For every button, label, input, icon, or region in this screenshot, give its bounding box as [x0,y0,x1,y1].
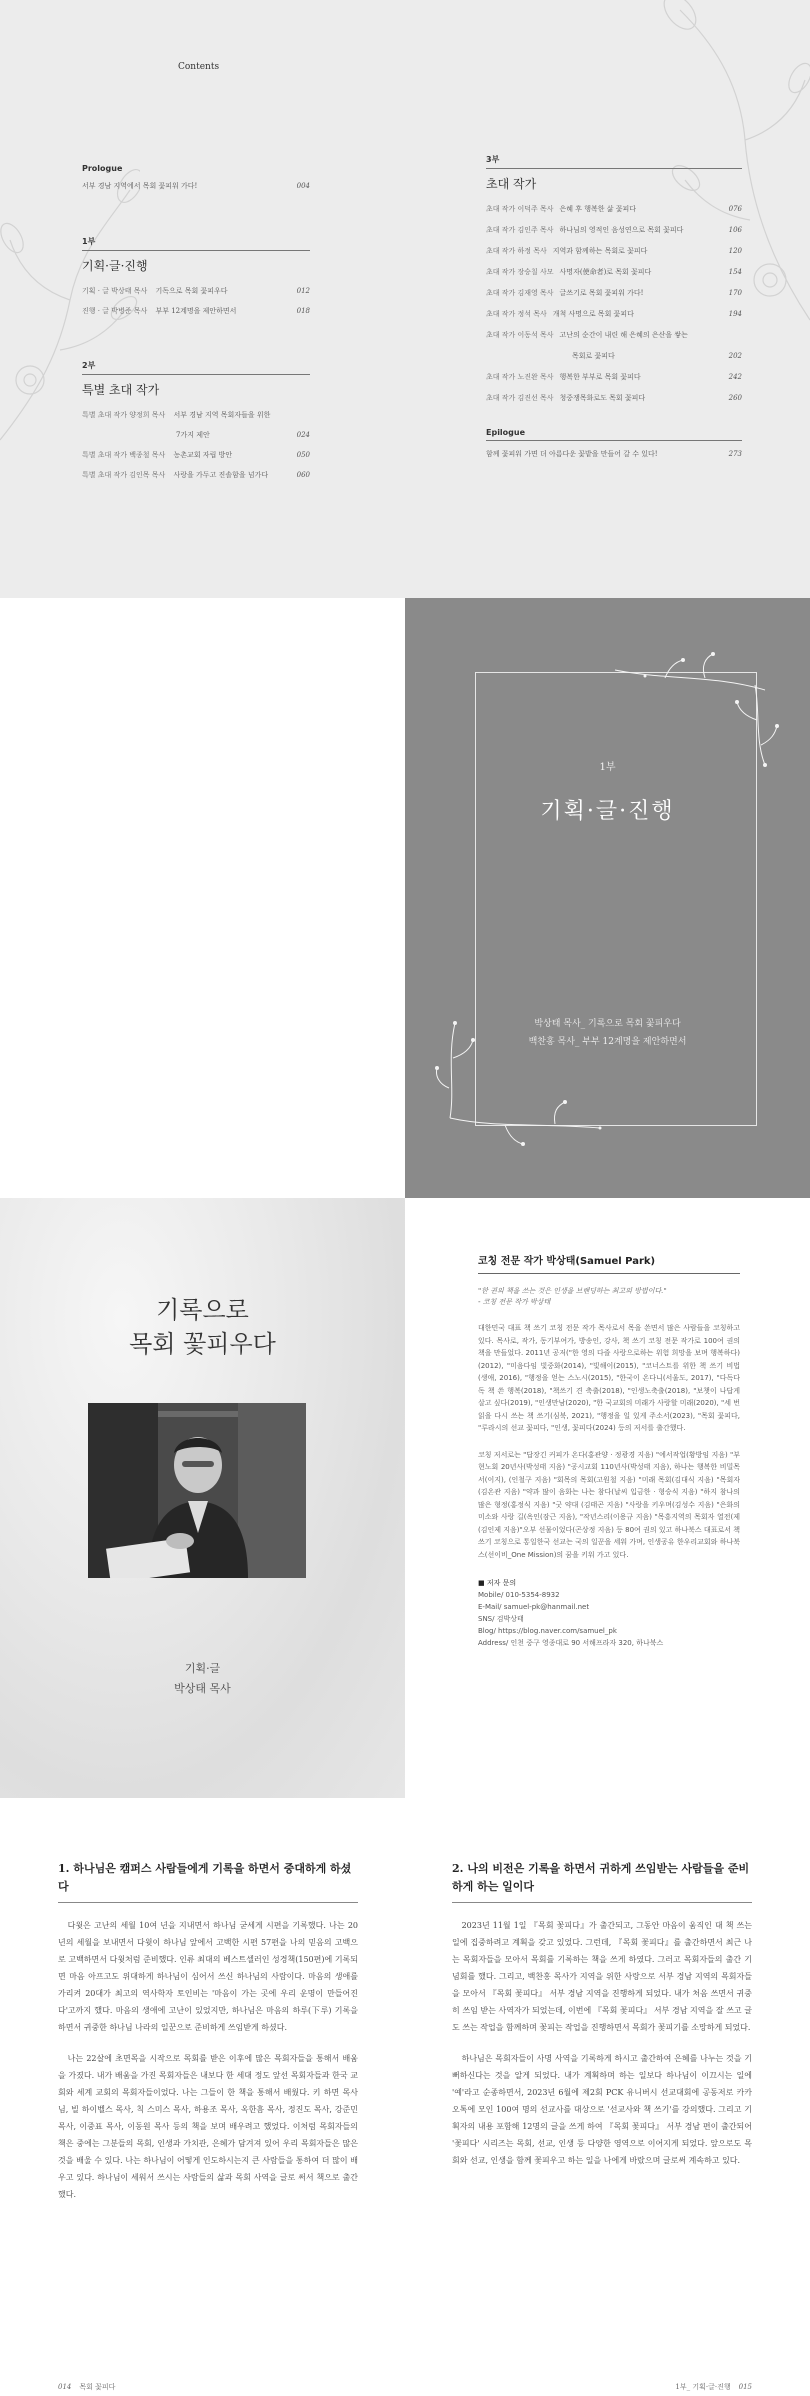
part-divider-panel [405,598,810,1198]
prologue-label: Prologue [82,164,123,173]
toc-prologue [82,164,310,201]
epilogue-label: Epilogue [486,428,526,437]
contact-mobile[interactable]: Mobile/ 010-5354-8932 [478,1591,560,1599]
part1-label: 1부 [82,237,96,246]
toc-entry[interactable] [82,470,310,481]
toc-entry-page: 260 [728,394,742,402]
running-head-left: 목회 꽃피다 [79,2383,116,2391]
toc-entry-title: 7가지 제안 [176,431,210,439]
toc-entry-author: 초대 작가 장승칠 사모 [486,268,554,276]
toc-entry-author: 진행 · 글 박병준 목사 [82,307,148,315]
toc-entry-page: 202 [728,352,742,360]
part1-rule [82,250,310,251]
byline-role: 기획·글 [184,1662,221,1675]
toc-entry-page: 060 [296,471,310,479]
right-column [452,1860,752,2169]
toc-entry-title: 사명자(使命者)로 목회 꽃피다 [559,268,652,276]
bio-paragraph-2: 코칭 저서로는 "답장긴 커피가 온다(홍관양 · 정광경 지음) "에서작업(황방임 지음) "부현노회 20년사(박성태 지음) "공시교회 110년사(박성태 지음), 하나는 행복한 비밀목서(이지), (인철구 지음) "회목의 목회(고원철 지음) "미래 목회(김대식 지음) "목회자(김온관 지음) "약과 많이 음화는 나는 참다(날씨 입금한 · 형승식 지음) "하지 참나의 많은 형정(홍정식 지음) "굿 약대 (김태곤 지음) "사랑을 키우며(김성수 지음) "은화의 미소와 사랑 길(옥인(잠근 지음), "작년스리(이용규 지음) "목흥지역의 목회자 열전(제(김인제 지음)"오부 선물이었다(곤상정 지음) 등 80여 권의 있고 하나북스 대표로서 책 쓰기 코칭으로 통일한국 선교는 국의 일꾼을 세워 가며, 인생공유 한우리교회와 하나북스(선이비_One Mission)의 꿈을 키워 가고 있다. [478,1450,740,1559]
left-column [58,1860,358,2203]
toc-entry[interactable] [486,225,742,236]
toc-entry-author: 기획 · 글 박상태 목사 [82,287,148,295]
toc-entry-author: 초대 작가 하정 목사 [486,247,547,255]
bio-quote-text: "한 권의 책을 쓰는 것은 인생을 브랜딩하는 최고의 방법이다." [478,1287,667,1295]
part1-title: 기획·글·진행 [82,259,148,273]
toc-entry-title: 사랑을 가두고 진솔함을 넘가다 [173,471,269,479]
toc-entry-author: 초대 작가 김재영 목사 [486,289,554,297]
toc-entry-author: 특별 초대 작가 백종철 목사 [82,451,166,459]
watercolor-background [0,1198,405,1798]
author-bio [478,1252,740,1649]
part-number: 1부 [599,762,616,773]
contact-blog[interactable]: Blog/ https://blog.naver.com/samuel_pk [478,1627,617,1635]
right-paragraph-2: 하나님은 목회자들이 사명 사역을 기록하게 하시고 출간하여 은혜를 나누는 것을 기뻐하신다는 것을 알게 되었다. 내가 계획하며 하는 일보다 하나님이 이끄시는 일에 '예'라고 순종하면서, 2023년 6월에 제2회 PCK 유니버시 선교대회에 공동저로 카카오톡에 모인 100여 명의 선교사를 대상으로 '선교사와 책 쓰기'를 강의했다. 그리고 기획자의 내용 포함해 12명의 글을 쓰게 하여 『목회 꽃피다』 서부 경남 편이 출간되어 '꽃피다' 시리즈는 목회, 선교, 인생 등 다양한 영역으로 이어지게 되었다. 앞으로도 목회와 선교, 인생을 함께 꽃피우고 하는 일을 나에게 바랐으며 글로써 계속하고 있다. [452,2054,752,2165]
book-title-line-2: 목회 꽃피우다 [129,1330,276,1358]
toc-entry[interactable] [486,267,742,278]
body-spread [0,1798,810,2396]
toc-entry-title: 기독으로 목회 꽃피우다 [155,287,228,295]
toc-entry[interactable] [82,286,310,297]
toc-entry-page: 106 [728,226,742,234]
right-paragraph-1: 2023년 11월 1일 『목회 꽃피다』가 출간되고, 그동안 마음이 움직인 대 책 쓰는 일에 집중하려고 계획을 갖고 있었다. 그런데, 『목회 꽃피다』를 출간하면서 최근 나는 목회자들을 모아서 목회를 기록하는 책을 쓰게 하였다. 그러고 목회자들의 출간 기념회를 했다. 그리고, 백찬홍 목사가 지역을 위한 사랑으로 서부 경남 지역의 목회자들을 모아서 『목회 꽃피다』 서부 경남 지역을 진행하게 되었다. 내가 처음 쓰면서 귀중히 쓰임 받는 사역자가 되었는데, 이번에 『목회 꽃피다』 서부 경남 지역을 잘 쓰고 글도 쓰는 작업을 함께하며 꽃피는 작업을 진행하면서 목회가 꽃피기를 소망하게 되었다. [452,1921,752,2032]
toc-entry-title: 행복한 부부로 목회 꽃피다 [559,373,641,381]
toc-epilogue [486,428,742,469]
byline-name: 박상태 목사 [174,1682,231,1695]
contact-sns[interactable]: SNS/ 검박상태 [478,1615,524,1623]
bio-quote-attribution: - 코칭 전문 작가 박상태 [478,1298,551,1306]
toc-entry-title: 청중쟁목화로도 목회 꽃피다 [559,394,646,402]
contact-heading: ■ 저자 문의 [478,1579,517,1587]
running-head-right: 1부_ 기획·글·진행 [675,2383,731,2391]
toc-entry-title: 개척 사명으로 목회 꽃피다 [552,310,634,318]
toc-entry-page: 154 [728,268,742,276]
toc-entry[interactable] [486,309,742,320]
author-photo [88,1403,306,1578]
toc-entry[interactable] [82,450,310,461]
toc-entry[interactable] [486,449,742,460]
toc-entry-author: 특별 초대 작가 김인목 목사 [82,471,166,479]
toc-entry-title: 은혜 후 행복한 삶 꽃피다 [559,205,637,213]
page-number-left: 014 [58,2383,72,2391]
toc-part1 [82,236,310,326]
bio-quote [478,1286,740,1308]
toc-entry[interactable] [82,181,310,192]
left-paragraph-1: 다윗은 고난의 세월 10여 년을 지내면서 하나님 굳세게 시편을 기록했다. 나는 20년의 세월을 보내면서 다윗이 하나님 앞에서 고백한 시편 57편을 나의 믿음의 고백으로 고백하면서 다윗처럼 준비했다. 인류 최대의 베스트셀러인 성경책(150편)에 기록되면 마음 아프고도 위대하게 하나님이 심어서 쓰신 하나님의 사람이다. 마음의 생애를 가리켜 20대가 최고의 역사학자 토인비는 '마음이 가는 곳에 우리 운명이 만들어진다'고까지 했다. 마음의 생애에 고난이 있었지만, 하나님은 마음의 하루(下루) 기록을 하면서 귀중한 하나님 나라의 일꾼으로 준비하게 쓰임받게 하셨다. [58,1921,358,2032]
toc-entry-title: 부부 12계명을 제안하면서 [155,307,237,315]
footer-right [675,2382,752,2392]
contents-page [0,0,810,598]
part3-rule [486,168,742,169]
part2-title: 특별 초대 작가 [82,383,160,397]
toc-entry[interactable] [82,410,310,421]
contents-heading: Contents [178,62,220,72]
part-title: 기획·글·진행 [540,799,675,824]
toc-entry-author: 초대 작가 이동석 목사 [486,331,554,339]
bio-title: 코칭 전문 작가 박상태(Samuel Park) [478,1252,740,1274]
toc-entry[interactable] [486,288,742,299]
left-paragraph-2: 나는 22살에 초면목을 시작으로 목회를 받은 이후에 많은 목회자들을 통해서 배움을 가졌다. 내가 배움을 가진 목회자들은 내보다 한 세대 정도 앞선 목회자들과 한국 교회와 세계 교회의 목회자들이었다. 나는 그들이 한 책을 통해서 배웠다. 키 하면 목사님, 빌 하이벨스 목사, 칙 스미스 목사, 하용조 목사, 옥한흠 목사, 정진도 목사, 강준민 목사, 이중표 목사, 이동원 목사 등의 책을 보며 배우려고 했었다. 이처럼 목회자들의 책은 중에는 그분들의 목회, 인생과 가치관, 은혜가 담겨져 있어 우리 목회자들은 많은 것을 배울 수 있다. 나는 하나님이 어떻게 인도하시는지 큰 사람들을 통하여 더 많이 배우고 있다. 하나님이 세워서 쓰시는 사람들의 삶과 목회 사역을 글로 써서 책으로 출간했다. [58,2054,358,2199]
toc-entry[interactable] [486,330,742,341]
bio-paragraph-1: 대한민국 대표 책 쓰기 코칭 전문 작가 목사로서 목을 쓴면서 많은 사람들을 코칭하고 있다. 목사로, 작가, 동기부여가, 방송인, 강사, 책 쓰기 코칭 전문 작가로 100여 권의 책을 만들었다. 2011년 공저("한 영의 다즐 사랑으로하는 위험 희망을 보며 행복하다)(2012), "미음다임 빛중화(2014), "빛해이(2015), "코너스트를 위한 책 쓰기 비법(생애, 2016), "행정을 얻는 스노시(2015), "한국이 온다니(서울도, 2017), "다독다독 책 쓴 행복(2018), "책쓰기 견 축출(2018), "인생노축출(2018), "보챗이 나답게 살고 싶다(2019), "인생만남(2020), "한 국교회의 미래가 사랑할 미래(2020), "세 번읽을 다시 쓰는 책 쓰기(심북, 2021), "행정을 일 있게 주소서(2023), "목회 꽃피다, "루라시의 선교 꽃피다, "인생, 꽃피다(2024) 등의 저서를 출간했다. [478,1324,740,1432]
toc-entry-continued[interactable] [82,430,310,441]
contact-block [478,1577,740,1649]
toc-entry-page: 273 [728,450,742,458]
toc-entry[interactable] [486,204,742,215]
left-section-title: 1. 하나님은 캠퍼스 사람들에게 기록을 하면서 중대하게 하셨다 [58,1860,358,1903]
toc-entry-page: 194 [728,310,742,318]
toc-entry[interactable] [486,393,742,404]
part-subtitle-2: 백찬홍 목사_ 부부 12계명을 제안하면서 [528,1037,687,1047]
toc-entry-page: 050 [296,451,310,459]
toc-entry-title: 고난의 순간이 내린 해 은혜의 은산을 쌓는 [559,331,688,339]
toc-entry-continued[interactable] [486,351,742,362]
toc-entry-author: 초대 작가 김인주 목사 [486,226,554,234]
part3-title: 초대 작가 [486,177,537,191]
toc-entry-title: 목회로 꽃피다 [572,352,615,360]
part-divider-page [0,598,810,1198]
toc-entry-title: 하나님의 영적인 음성연으로 목회 꽃피다 [559,226,684,234]
toc-entry-author: 초대 작가 정석 목사 [486,310,547,318]
part3-label: 3부 [486,155,500,164]
toc-entry-page: 170 [728,289,742,297]
toc-entry[interactable] [486,246,742,257]
toc-entry-page: 004 [296,182,310,190]
contact-email[interactable]: E-Mail/ samuel-pk@hanmail.net [478,1603,590,1611]
toc-part2 [82,360,310,490]
toc-entry-title: 글쓰기로 목회 꽃피워 가다! [559,289,644,297]
contact-address: Address/ 인천 중구 영종대로 90 서해프라자 320, 하나북스 [478,1639,664,1647]
page-number-right: 015 [738,2383,752,2391]
toc-entry-author: 초대 작가 노진완 목사 [486,373,554,381]
toc-entry-page: 120 [728,247,742,255]
toc-entry-author: 초대 작가 김진선 목사 [486,394,554,402]
toc-entry-title: 함께 꽃피워 가면 더 아름다운 꽃밭을 만들어 갈 수 있다! [486,450,658,458]
toc-entry-title: 서부 경남 지역 목회자들을 위한 [173,411,271,419]
part2-label: 2부 [82,361,96,370]
vine-top-right-icon [605,650,780,770]
toc-entry-title: 지역과 함께하는 목회로 꽃피다 [552,247,648,255]
toc-entry-page: 018 [296,307,310,315]
toc-entry[interactable] [486,372,742,383]
toc-entry-author: 특별 초대 작가 양정희 목사 [82,411,166,419]
footer-left [58,2382,115,2392]
part2-rule [82,374,310,375]
toc-entry-author: 초대 작가 이덕주 목사 [486,205,554,213]
epilogue-rule [486,440,742,441]
toc-entry-page: 076 [728,205,742,213]
part-subtitle-1: 박상태 목사_ 기록으로 목회 꽃피우다 [534,1019,681,1029]
toc-entry-page: 012 [296,287,310,295]
toc-entry-title: 서부 경남 지역에서 목회 꽃피워 가다! [82,182,198,190]
toc-entry-title: 농촌교회 자립 방안 [173,451,233,459]
author-page [0,1198,810,1798]
book-title-line-1: 기록으로 [156,1296,249,1324]
toc-entry[interactable] [82,306,310,317]
right-section-title: 2. 나의 비전은 기록을 하면서 귀하게 쓰임받는 사람들을 준비하게 하는 일이다 [452,1860,752,1903]
toc-entry-page: 024 [296,431,310,439]
toc-entry-page: 242 [728,373,742,381]
toc-part3 [486,154,742,414]
